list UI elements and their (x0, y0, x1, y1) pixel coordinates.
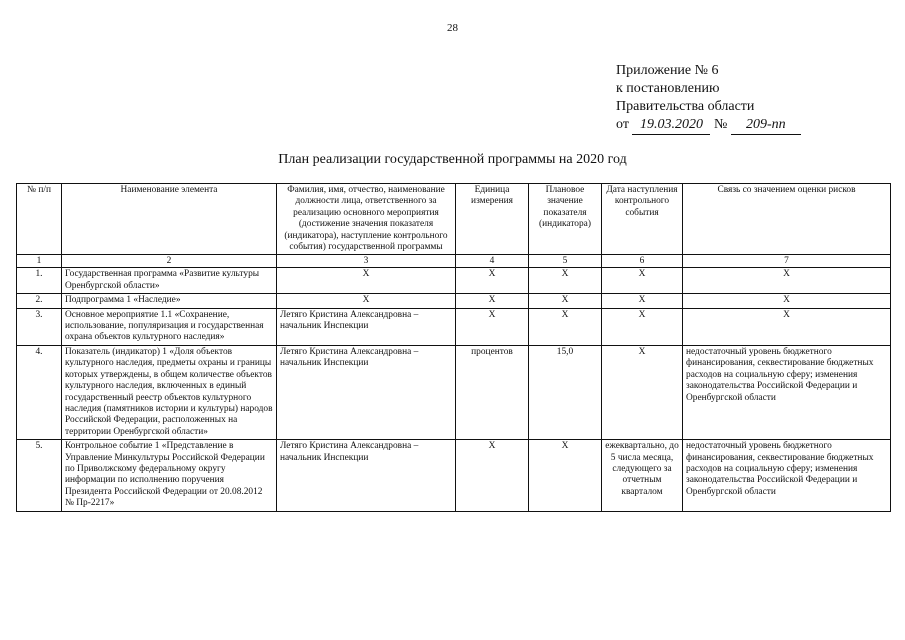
number-label: № (713, 117, 728, 132)
row-number: 1. (17, 268, 62, 294)
element-name: Государственная программа «Развитие культуры Оренбургской области» (62, 268, 277, 294)
element-name: Показатель (индикатор) 1 «Доля объектов культурного наследия, предметы охраны и границы которых утверждены, в общем количестве объектов культурного наследия, включенных в единый государственный реестр объектов культурного наследия (памятников истории и культуры) народов Российской Федерации, расположенных на территории Оренбургской области» (62, 345, 277, 439)
header-cell-unit: Единица измерения (456, 184, 529, 255)
table-row (17, 345, 891, 439)
responsible-person: Летяго Кристина Александровна – начальник Инспекции (277, 440, 456, 511)
resolution-number: 209-пп (731, 116, 801, 135)
unit: X (456, 440, 529, 511)
appendix-block (616, 62, 801, 135)
column-number: 6 (602, 255, 683, 268)
risk-link: X (683, 268, 891, 294)
table-row (17, 294, 891, 308)
table-row (17, 268, 891, 294)
responsible-person: X (277, 268, 456, 294)
event-date: X (602, 268, 683, 294)
planned-value: 15,0 (529, 345, 602, 439)
responsible-person: Летяго Кристина Александровна – начальник Инспекции (277, 345, 456, 439)
header-cell-plan: Плановое значение показателя (индикатора) (529, 184, 602, 255)
header-cell-date: Дата наступления контрольного события (602, 184, 683, 255)
planned-value: X (529, 268, 602, 294)
column-number: 2 (62, 255, 277, 268)
row-number: 3. (17, 308, 62, 345)
header-cell-risk: Связь со значением оценки рисков (683, 184, 891, 255)
risk-link: X (683, 294, 891, 308)
table-row (17, 308, 891, 345)
header-cell-name: Наименование элемента (62, 184, 277, 255)
appendix-line-2: к постановлению (616, 81, 720, 96)
planned-value: X (529, 308, 602, 345)
unit: X (456, 294, 529, 308)
column-number: 1 (17, 255, 62, 268)
header-cell-num: № п/п (17, 184, 62, 255)
unit: X (456, 268, 529, 294)
event-date: ежеквартально, до 5 числа месяца, следующего за отчетным кварталом (602, 440, 683, 511)
appendix-line-1: Приложение № 6 (616, 63, 719, 78)
page-number: 28 (447, 22, 458, 34)
element-name: Основное мероприятие 1.1 «Сохранение, использование, популяризация и государственная охрана объектов культурного наследия» (62, 308, 277, 345)
column-number: 7 (683, 255, 891, 268)
from-label: от (616, 117, 629, 132)
event-date: X (602, 294, 683, 308)
unit: процентов (456, 345, 529, 439)
planned-value: X (529, 440, 602, 511)
table-row (17, 440, 891, 511)
responsible-person: Летяго Кристина Александровна – начальник Инспекции (277, 308, 456, 345)
risk-link: X (683, 308, 891, 345)
row-number: 5. (17, 440, 62, 511)
resolution-date: 19.03.2020 (632, 116, 710, 135)
risk-link: недостаточный уровень бюджетного финансирования, секвестирование бюджетных расходов на социальную сферу; изменения законодательства Российской Федерации и Оренбургской области (683, 440, 891, 511)
header-row (17, 184, 891, 255)
responsible-person: X (277, 294, 456, 308)
document-title: План реализации государственной программы на 2020 год (278, 152, 627, 167)
column-number: 5 (529, 255, 602, 268)
risk-link: недостаточный уровень бюджетного финансирования, секвестирование бюджетных расходов на социальную сферу; изменения законодательства Российской Федерации и Оренбургской области (683, 345, 891, 439)
row-number: 4. (17, 345, 62, 439)
appendix-date-line (616, 116, 801, 135)
unit: X (456, 308, 529, 345)
appendix-line-3: Правительства области (616, 99, 755, 114)
header-cell-responsible: Фамилия, имя, отчество, наименование должности лица, ответственного за реализацию основного мероприятия (достижение значения показателя (индикатора), наступление контрольного события) государственной программы (277, 184, 456, 255)
event-date: X (602, 345, 683, 439)
column-number: 4 (456, 255, 529, 268)
element-name: Контрольное событие 1 «Представление в Управление Минкультуры Российской Федерации по Приволжскому федеральному округу информации по исполнению поручения Президента Российской Федерации от 20.08.2012 № Пр-2217» (62, 440, 277, 511)
element-name: Подпрограмма 1 «Наследие» (62, 294, 277, 308)
event-date: X (602, 308, 683, 345)
column-number: 3 (277, 255, 456, 268)
planned-value: X (529, 294, 602, 308)
column-number-row (17, 255, 891, 268)
row-number: 2. (17, 294, 62, 308)
plan-table (16, 183, 891, 512)
